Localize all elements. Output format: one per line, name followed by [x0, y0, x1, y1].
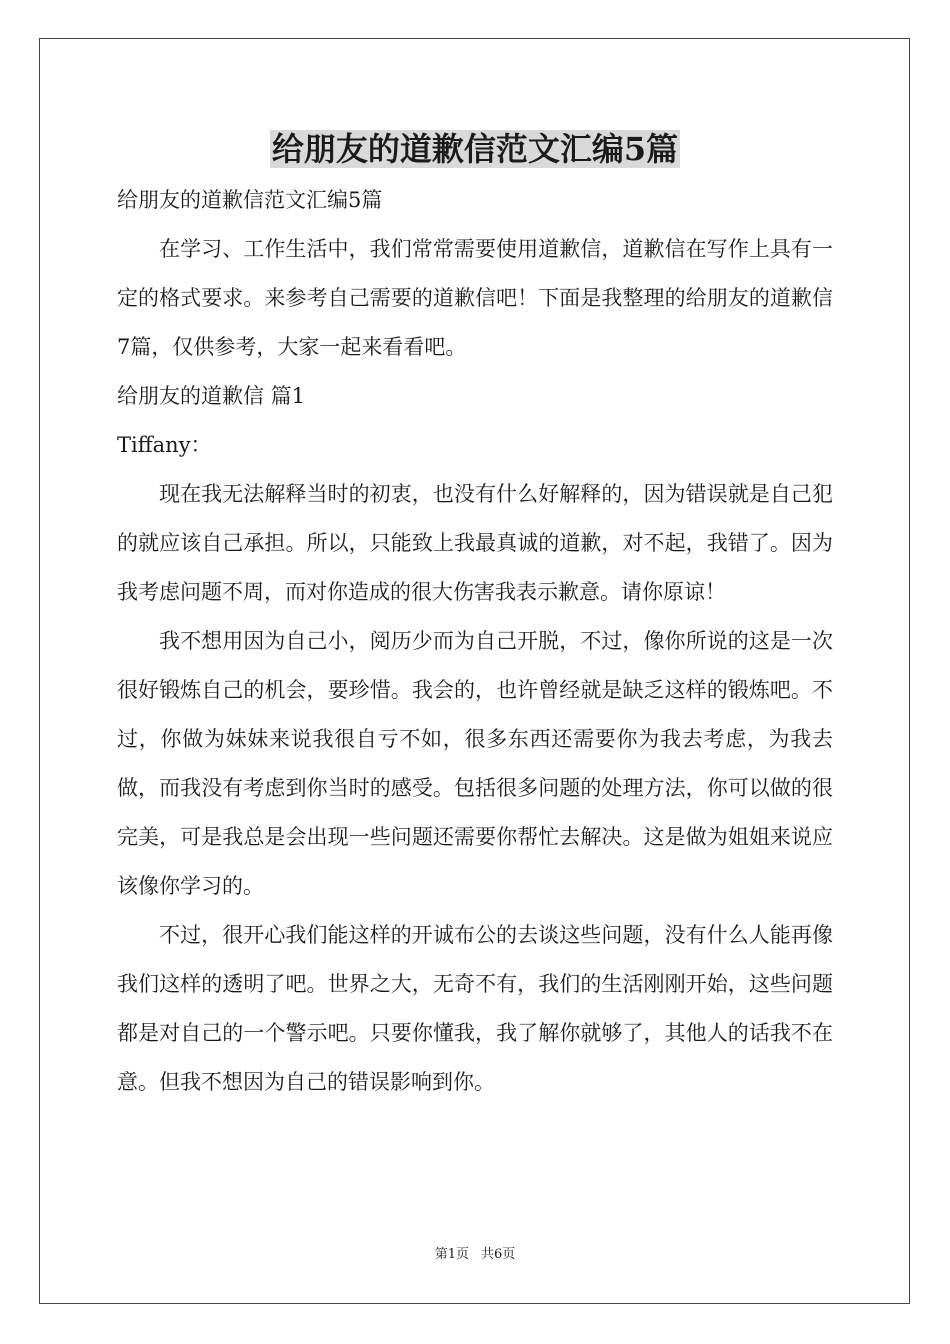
paragraph: Tiffany： [117, 433, 212, 457]
paragraph: 在学习、工作生活中，我们常常需要使用道歉信，道歉信在写作上具有一定的格式要求。来参考自己需要的道歉信吧！下面是我整理的给朋友的道歉信7篇，仅供参考，大家一起来看看吧。 [117, 237, 833, 359]
page-total: 共6页 [481, 1247, 516, 1262]
paragraph: 我不想用因为自己小，阅历少而为自己开脱，不过，像你所说的这是一次很好锻炼自己的机会，要珍惜。我会的，也许曾经就是缺乏这样的锻炼吧。不过，你做为妹妹来说我很自亏不如，很多东西还需要你为我去考虑，为我去做，而我没有考虑到你当时的感受。包括很多问题的处理方法，你可以做的很完美，可是我总是会出现一些问题还需要你帮忙去解决。这是做为姐姐来说应该像你学习的。 [117, 629, 833, 898]
page-number: 第1页 [434, 1247, 469, 1262]
document-body [117, 176, 833, 1107]
document-title [0, 127, 950, 171]
paragraph: 给朋友的道歉信 篇1 [117, 384, 306, 408]
document-title-text: 给朋友的道歉信范文汇编5篇 [271, 130, 679, 168]
paragraph-list [117, 225, 833, 1107]
paragraph: 不过，很开心我们能这样的开诚布公的去谈这些问题，没有什么人能再像我们这样的透明了吧。世界之大，无奇不有，我们的生活刚刚开始，这些问题都是对自己的一个警示吧。只要你懂我，我了解你就够了，其他人的话我不在意。但我不想因为自己的错误影响到你。 [117, 923, 833, 1094]
page-footer [0, 1245, 950, 1265]
paragraph: 现在我无法解释当时的初衷，也没有什么好解释的，因为错误就是自己犯的就应该自己承担。所以，只能致上我最真诚的道歉，对不起，我错了。因为我考虑问题不周，而对你造成的很大伤害我表示歉意。请你原谅！ [117, 482, 833, 604]
document-subtitle: 给朋友的道歉信范文汇编5篇 [117, 188, 383, 212]
